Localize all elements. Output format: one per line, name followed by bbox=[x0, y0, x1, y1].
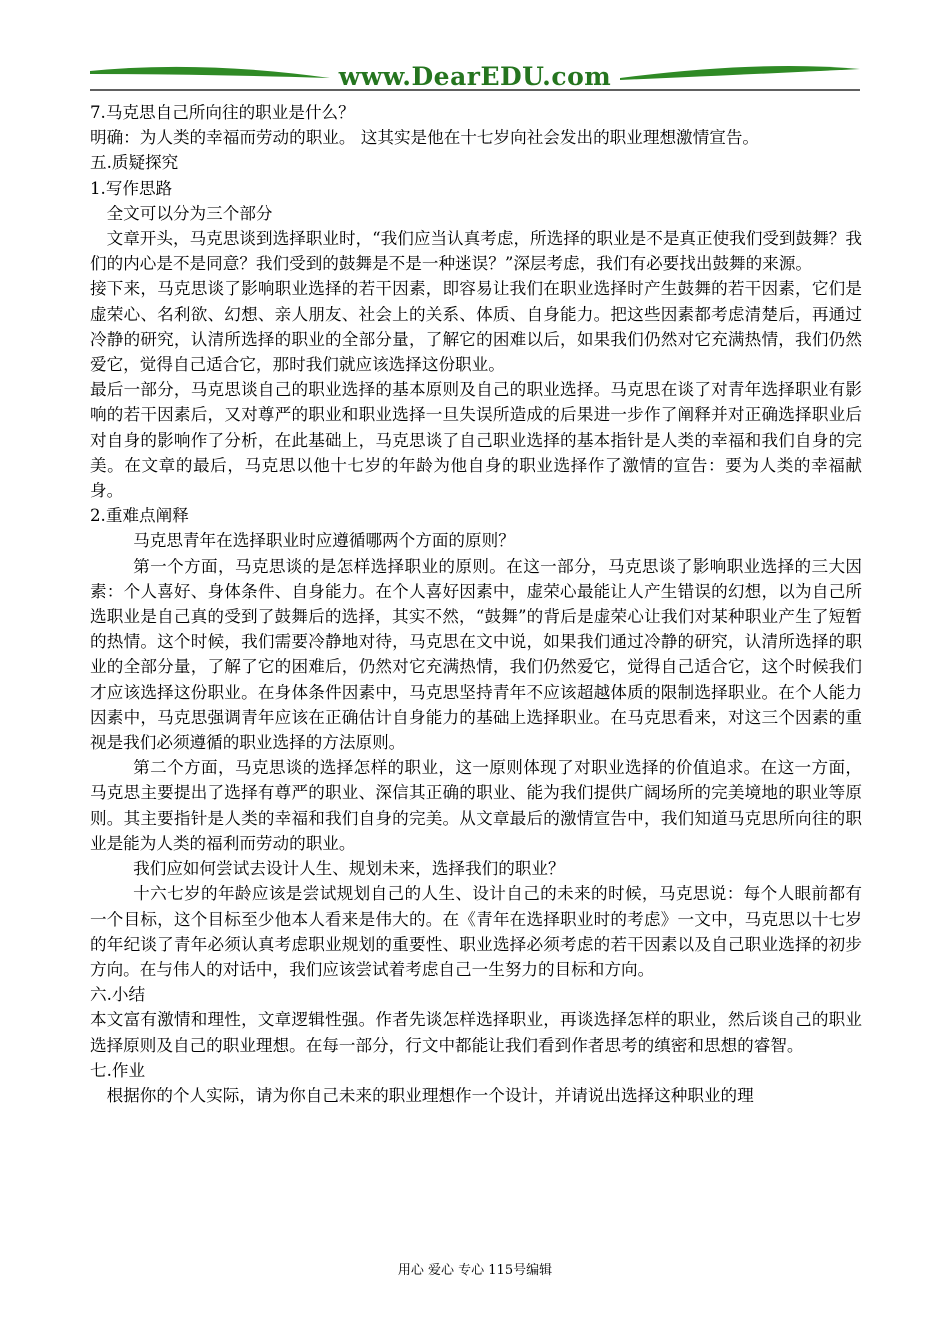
paragraph: 明确：为人类的幸福而劳动的职业。 这其实是他在十七岁向社会发出的职业理想激情宣告。 bbox=[90, 128, 760, 148]
paragraph: 七.作业 bbox=[90, 1060, 146, 1080]
paragraph: 六.小结 bbox=[90, 985, 146, 1005]
paragraph: 文章开头，马克思谈到选择职业时，“我们应当认真考虑，所选择的职业是不是真正使我们受到鼓舞？我们的内心是不是同意？我们受到的鼓舞是不是一种迷误？”深层考虑，我们有必要找出鼓舞的来源。 bbox=[90, 229, 862, 274]
page-header bbox=[0, 0, 950, 100]
right-swoosh bbox=[620, 66, 860, 80]
paragraph: 第二个方面，马克思谈的选择怎样的职业，这一原则体现了对职业选择的价值追求。在这一方面，马克思主要提出了选择有尊严的职业、深信其正确的职业、能为我们提供广阔场所的完美境地的职业等原则。其主要指针是人类的幸福和我们自身的完美。从文章最后的激情宣告中，我们知道马克思所向往的职业是能为人类的福利而劳动的职业。 bbox=[90, 758, 862, 853]
site-logo-text: www.DearEDU.com bbox=[338, 62, 612, 91]
paragraph: 全文可以分为三个部分 bbox=[106, 203, 273, 223]
paragraph: 最后一部分，马克思谈自己的职业选择的基本原则及自己的职业选择。马克思在谈了对青年选择职业有影响的若干因素后，又对尊严的职业和职业选择一旦失误所造成的后果进一步作了阐释并对正确选择职业后对自身的影响作了分析，在此基础上，马克思谈了自己职业选择的基本指针是人类的幸福和我们自身的完美。在文章的最后，马克思以他十七岁的年龄为他自身的职业选择作了激情的宣告：要为人类的幸福献身。 bbox=[90, 380, 862, 501]
paragraph: 根据你的个人实际，请为你自己未来的职业理想作一个设计，并请说出选择这种职业的理 bbox=[106, 1085, 754, 1105]
paragraph: 本文富有激情和理性，文章逻辑性强。作者先谈怎样选择职业，再谈选择怎样的职业，然后谈自己的职业选择原则及自己的职业理想。在每一部分，行文中都能让我们看到作者思考的缜密和思想的睿智。 bbox=[90, 1010, 862, 1055]
document-body bbox=[90, 100, 862, 1108]
paragraph: 2.重难点阐释 bbox=[90, 506, 189, 526]
paragraph: 十六七岁的年龄应该是尝试规划自己的人生、设计自己的未来的时候，马克思说：每个人眼前都有一个目标，这个目标至少他本人看来是伟大的。在《青年在选择职业时的考虑》一文中，马克思以十七岁的年纪谈了青年必须认真考虑职业规划的重要性、职业选择必须考虑的若干因素以及自己职业选择的初步方向。在与伟人的对话中，我们应该尝试着考虑自己一生努力的目标和方向。 bbox=[90, 884, 862, 979]
paragraph: 接下来，马克思谈了影响职业选择的若干因素，即容易让我们在职业选择时产生鼓舞的若干因素，它们是虚荣心、名利欲、幻想、亲人朋友、社会上的关系、体质、自身能力。把这些因素都考虑清楚后，再通过冷静的研究，认清所选择的职业的全部分量，了解它的困难以后，如果我们仍然对它充满热情，我们仍然爱它，觉得自己适合它，那时我们就应该选择这份职业。 bbox=[90, 279, 862, 375]
paragraph: 五.质疑探究 bbox=[90, 153, 179, 173]
left-swoosh bbox=[90, 67, 330, 78]
paragraph: 第一个方面，马克思谈的是怎样选择职业的原则。在这一部分，马克思谈了影响职业选择的三大因素：个人喜好、身体条件、自身能力。在个人喜好因素中，虚荣心最能让人产生错误的幻想，以为自己所选职业是自己真的受到了鼓舞后的选择，其实不然，“鼓舞”的背后是虚荣心让我们对某种职业产生了短暂的热情。这个时候，我们需要冷静地对待，马克思在文中说，如果我们通过冷静的研究，认清所选择的职业的全部分量，了解了它的困难后，仍然对它充满热情，我们仍然爱它，觉得自己适合它，这个时候我们才应该选择这份职业。在身体条件因素中，马克思坚持青年不应该超越体质的限制选择职业。在个人能力因素中，马克思强调青年应该在正确估计自身能力的基础上选择职业。在马克思看来，对这三个因素的重视是我们必须遵循的职业选择的方法原则。 bbox=[90, 556, 862, 753]
paragraph: 7.马克思自己所向往的职业是什么？ bbox=[90, 103, 355, 122]
paragraph: 我们应如何尝试去设计人生、规划未来，选择我们的职业？ bbox=[133, 859, 565, 879]
page-footer: 用心 爱心 专心 115号编辑 bbox=[397, 1263, 553, 1278]
paragraph: 1.写作思路 bbox=[90, 178, 173, 198]
paragraph: 马克思青年在选择职业时应遵循哪两个方面的原则？ bbox=[133, 531, 515, 551]
